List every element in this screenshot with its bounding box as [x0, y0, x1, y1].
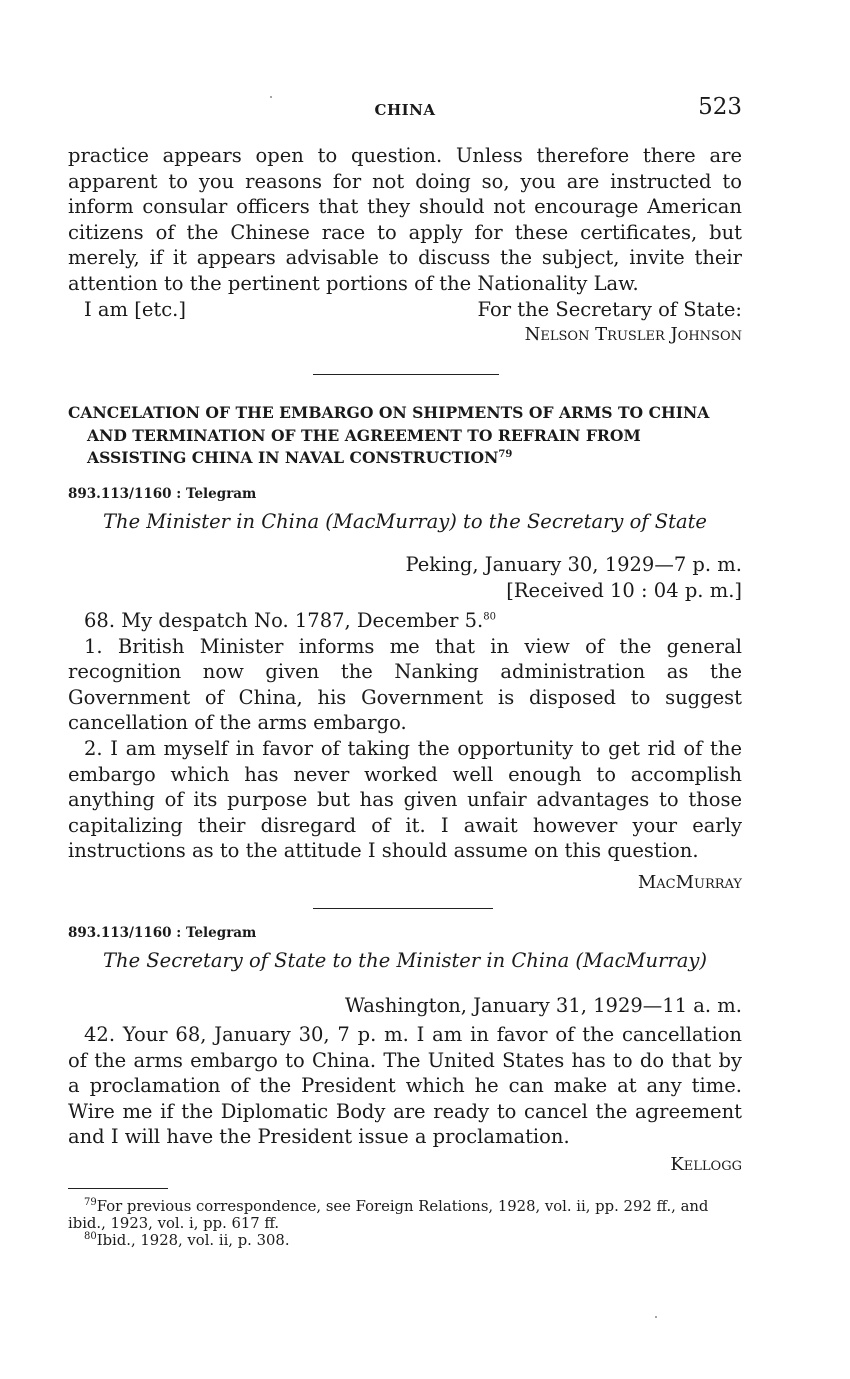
- footnote-rule: [68, 1188, 168, 1189]
- doc1-received: [Received 10 : 04 p. m.]: [506, 579, 742, 602]
- footnote-ref-80: 80: [483, 611, 496, 623]
- doc2-body: [68, 1022, 742, 1150]
- scan-speck: [655, 1316, 657, 1318]
- footnote-79: [68, 1198, 742, 1232]
- closing-right: For the Secretary of State:: [477, 297, 742, 321]
- running-header-title: CHINA: [374, 101, 436, 119]
- section-heading-text: CANCELATION OF THE EMBARGO ON SHIPMENTS OF ARMS TO CHINA AND TERMINATION OF THE AGREEMENT TO REFRAIN FROM ASSISTING CHINA IN NAVAL CONSTRUCTION: [68, 403, 710, 468]
- doc1-file-reference: 893.113/1160 : Telegram: [68, 486, 257, 502]
- footnote-80: [68, 1232, 742, 1249]
- footnote-mark-79: 79: [84, 1197, 97, 1209]
- intro-block: [68, 143, 742, 348]
- doc1-paragraph-1: 1. British Minister informs me that in view of the general recognition now given the Nanking administration as the Government of China, his Government is disposed to suggest cancellation of the arms embargo.: [68, 634, 742, 735]
- doc2-dateline: Washington, January 31, 1929—11 a. m.: [344, 994, 742, 1017]
- section-divider: [313, 374, 499, 375]
- intro-paragraph: practice appears open to question. Unless therefore there are apparent to you reasons for not doing so, you are instructed to inform consular officers that they should not encourage American citizens of the Chinese race to apply for these certificates, but merely, if it appears advisable to discuss the subject, invite their attention to the pertinent portions of the Nationality Law.: [68, 144, 742, 295]
- doc1-dateline: Peking, January 30, 1929—7 p. m.: [405, 553, 742, 576]
- doc2-file-reference: 893.113/1160 : Telegram: [68, 925, 257, 941]
- footnote-text-79: For previous correspondence, see Foreign Relations, 1928, vol. ii, pp. 292 ff., and ibid., 1923, vol. i, pp. 617 ff.: [68, 1198, 709, 1232]
- scan-speck: [270, 96, 272, 98]
- footnote-ref-79: 79: [498, 449, 513, 460]
- doc1-paragraph-0-text: 68. My despatch No. 1787, December 5.: [84, 609, 484, 632]
- doc1-paragraph-2: 2. I am myself in favor of taking the opportunity to get rid of the embargo which has never worked well enough to accomplish anything of its purpose but has given unfair advantages to those capitalizing their disregard of it. I await however your early instructions as to the attitude I should assume on this question.: [68, 736, 742, 863]
- doc1-body: [68, 608, 742, 864]
- section-heading-block: [68, 402, 742, 470]
- footnote-text-80: Ibid., 1928, vol. ii, p. 308.: [96, 1232, 290, 1249]
- doc1-signature: MacMurray: [637, 872, 742, 893]
- doc2-title: The Secretary of State to the Minister in China (MacMurray): [103, 949, 707, 972]
- doc2-signature: Kellogg: [670, 1154, 742, 1175]
- footnote-mark-80: 80: [84, 1231, 97, 1243]
- footnotes: [68, 1198, 742, 1249]
- intro-signature: Nelson Trusler Johnson: [524, 324, 742, 346]
- closing-line: [68, 297, 742, 323]
- doc1-title: The Minister in China (MacMurray) to the Secretary of State: [103, 510, 707, 533]
- document-divider: [313, 908, 493, 909]
- doc2-paragraph-1: 42. Your 68, January 30, 7 p. m. I am in favor of the cancellation of the arms embargo to China. The United States has to do that by a proclamation of the President which he can make at any time. Wire me if the Diplomatic Body are ready to cancel the agreement and I will have the President issue a proclamation.: [68, 1023, 742, 1149]
- section-heading: [68, 402, 742, 470]
- closing-left: I am [etc.]: [84, 297, 186, 321]
- page-number: 523: [698, 94, 742, 120]
- doc1-paragraph-0: [68, 608, 742, 634]
